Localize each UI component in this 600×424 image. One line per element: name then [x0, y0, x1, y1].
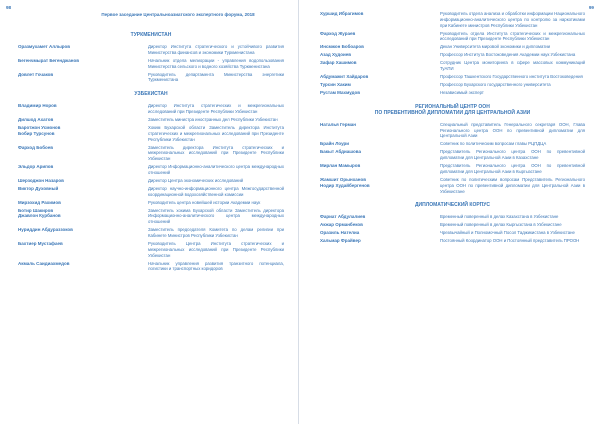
participant-names: [320, 149, 440, 155]
participant-names: [18, 164, 148, 170]
participant-entry: [320, 90, 585, 96]
participant-entry: [320, 11, 585, 28]
participant-entry: [320, 52, 585, 58]
participant-role: Руководитель центра новейшей истории Академии наук: [148, 199, 261, 205]
participant-role: Начальник управления развития транзитного потенциала, логистики и транспортных коридоров: [148, 260, 284, 272]
participant-names: [18, 145, 148, 151]
participant-entry: [320, 82, 585, 88]
participant-name: Жамшит Орынханов: [320, 177, 366, 182]
participant-name: Фарход Жураев: [320, 30, 356, 36]
participant-names: [18, 261, 148, 267]
participant-name: Бегенчмырат Бегенджанов: [18, 57, 79, 63]
participant-name: Фарход Бобоев: [18, 144, 54, 150]
participant-names: [320, 90, 440, 96]
participant-names: [320, 230, 440, 236]
participant-name: Баротжон Усмонов: [18, 124, 61, 130]
participant-name: Виктор Духовный: [18, 185, 59, 191]
section-heading: РЕГИОНАЛЬНЫЙ ЦЕНТР ООН ПО ПРЕВЕНТИВНОЙ ДИПЛОМАТИИ ДЛЯ ЦЕНТРАЛЬНОЙ АЗИИ: [374, 103, 531, 116]
participant-role: Начальник отдела мелиорации - управления водопользования Министерства сельского и водного хозяйства Туркменистана: [148, 57, 284, 69]
participant-role: Директор Информационно-аналитического центра международных отношений: [148, 164, 284, 175]
participant-entry: [320, 222, 585, 228]
participant-entry: [18, 103, 284, 115]
participant-names: [18, 241, 148, 247]
participant-names: [320, 52, 440, 58]
participant-name: Рустам Махмудов: [320, 90, 361, 96]
participant-names: [320, 60, 440, 66]
participant-entry: [320, 74, 585, 80]
participant-entry: [18, 72, 284, 84]
participant-name: Наталья Герман: [320, 121, 356, 127]
participant-name: Хальмар Фрайвер: [320, 238, 361, 244]
participant-role: Директор Института стратегического и устойчивого развития Министерства финансов и экономики Туркменистана: [148, 44, 284, 55]
participant-role: Руководитель Центра Института стратегических и межрегиональных исследований при Президенте Республики Узбекистан: [148, 240, 284, 258]
participant-names: [18, 186, 148, 192]
participant-names: [18, 103, 148, 109]
participant-name: Владимир Норов: [18, 103, 57, 109]
participant-entry: [320, 44, 585, 50]
participant-role: Декан Университета мировой экономики и дипломатии: [440, 44, 551, 50]
participant-entry: [18, 200, 284, 206]
participant-entry: [18, 117, 284, 123]
participant-name: Дилшод Ахатов: [18, 116, 54, 122]
participant-entry: [320, 238, 585, 244]
participant-names: [18, 58, 148, 64]
participant-name: Абдумажит Хайдаров: [320, 74, 369, 80]
participant-entry: [320, 230, 585, 236]
participant-name: Мирлан Мамыров: [320, 163, 361, 169]
participant-role: Директор научно-информационного центра Межгосударственной координационной водохозяйственной комиссии: [148, 185, 284, 197]
participant-role: Заместитель министра иностранных дел Республики Узбекистан: [148, 116, 278, 122]
participant-name: Джавлон Курбанов: [18, 213, 61, 219]
participant-name: Бобир Турсунов: [18, 130, 55, 136]
participant-name: Хуршид Ибрагимов: [320, 11, 364, 16]
participant-entry: [320, 31, 585, 43]
participant-entry: [320, 122, 585, 139]
participant-names: [320, 122, 440, 128]
participant-names: [18, 178, 148, 184]
participant-role: Постоянный Координатор ООН и Постоянный представитель ПРООН: [440, 238, 580, 244]
participant-name: Довлет Гочаков: [18, 71, 54, 77]
participant-entry: [320, 149, 585, 161]
participant-name: Ботир Шакиров: [18, 207, 54, 213]
participant-entry: [18, 227, 284, 239]
participant-names: [320, 222, 440, 228]
participant-name: Бакыт Абдиашова: [320, 149, 361, 155]
participant-entry: [18, 145, 284, 162]
page-number: 98: [6, 5, 12, 10]
participant-role: Представитель Регионального центра ООН по превентивной дипломатии для Центральной Азии в Кыргызстане: [440, 163, 585, 175]
participant-name: Нодир Худайбергенов: [320, 182, 370, 188]
participant-names: [18, 44, 148, 50]
participant-entry: [320, 177, 585, 194]
participant-name: Шерзоджон Назаров: [18, 177, 64, 183]
participant-role: Сотрудник Центра мониторинга в сфере массовых коммуникаций ТуАПИ: [440, 60, 585, 72]
participant-list: [18, 24, 284, 274]
participant-entry: [320, 214, 585, 220]
participant-names: [18, 117, 148, 123]
participant-role: Представитель Регионального центра ООН по превентивной дипломатии для Центральной Азии в Казахстане: [440, 149, 585, 161]
participant-role: Временный поверенный в делах Кыргызстана в Узбекистане: [440, 222, 562, 228]
participant-role: Профессор Ташкентского Государственного института Востоковедения: [440, 74, 583, 80]
participant-entry: [18, 208, 284, 225]
participant-role: Независимый эксперт: [440, 90, 484, 96]
participant-names: [320, 74, 440, 80]
participant-names: [320, 141, 440, 147]
participant-role: Временный поверенный в делах Казахстана в Узбекистане: [440, 214, 559, 220]
participant-name: Нуриддин Абдураззоков: [18, 227, 73, 233]
participant-names: [320, 31, 440, 37]
running-head: Первое заседание Центральноазиатского экспертного форума, 2018: [101, 12, 255, 17]
participant-name: Зафар Хашимов: [320, 60, 357, 66]
participant-entry: [18, 58, 284, 70]
participant-entry: [320, 141, 585, 147]
participant-name: Турсин Хаким: [320, 82, 351, 88]
participant-role: Директор Центра экономических исследований: [148, 177, 244, 183]
participant-names: [320, 44, 440, 50]
participant-entry: [18, 261, 284, 273]
participant-entry: [320, 60, 585, 72]
section-heading: ДИПЛОМАТИЧЕСКИЙ КОРПУС: [415, 202, 490, 209]
right-page: [300, 0, 600, 424]
participant-name: Эльдор Арипов: [18, 164, 54, 170]
participant-name: Брайн Лоури: [320, 141, 350, 147]
participant-name: Азад Худоиев: [320, 52, 352, 58]
participant-entry: [320, 163, 585, 175]
left-page: [0, 0, 299, 424]
participant-role: Руководитель отдела Института стратегических и межрегиональных исследований при Президенте Республики Узбекистан: [440, 30, 585, 42]
participant-name: Акжар Орманбеков: [320, 222, 363, 228]
participant-role: Заместитель председателя Комитета по делам религии при Кабинете Министров Республики Узбекистан: [148, 227, 284, 238]
participant-entry: [18, 178, 284, 184]
participant-names: [320, 177, 440, 189]
participant-entry: [18, 44, 284, 56]
participant-name: Акмаль Саидиахмедов: [18, 260, 70, 266]
participant-role: Советник по политическим вопросам Представитель Регионального центра ООН по превентивной дипломатии для Центральной Азии в Узбекистане: [440, 177, 585, 194]
participant-name: Бахтиер Мустафаев: [18, 240, 63, 246]
participant-names: [320, 238, 440, 244]
participant-role: Хоким Бухарской области Заместитель директора Института стратегических и межрегиональных исследований при Президенте Республики Узбекистан: [148, 124, 284, 142]
section-heading: УЗБЕКИСТАН: [134, 91, 168, 98]
section-heading: ТУРКМЕНИСТАН: [130, 32, 172, 38]
participant-names: [18, 200, 148, 206]
participant-name: Инсмжон Бобоаров: [320, 44, 364, 50]
participant-role: Заместитель директора Института стратегических и межрегиональных исследований при Президенте Республики Узбекистан: [148, 144, 284, 162]
participant-names: [18, 72, 148, 78]
participant-role: Чрезвычайный и Полномочный Посол Таджикистана в Узбекистане: [440, 230, 575, 236]
participant-names: [18, 208, 148, 220]
participant-name: Оразмухамет Аллыров: [18, 44, 71, 49]
participant-role: Руководитель отдела анализа и обработки информации Национального информационно-аналитического центра по контролю за наркотиками при Кабинете министров Республики Узбекистан: [440, 11, 585, 28]
participant-entry: [18, 125, 284, 142]
participant-names: [320, 214, 440, 220]
participant-role: Руководитель департамента Министерства энергетики Туркменистана: [148, 71, 284, 83]
participant-name: Фариат Абдулалиев: [320, 214, 366, 220]
participant-names: [18, 125, 148, 137]
participant-list: [320, 11, 585, 246]
participant-entry: [18, 186, 284, 198]
page-number: 99: [588, 5, 594, 10]
participant-role: Специальный представитель Генерального секретаря ООН, Глава Регионального центра ООН по превентивной дипломатии для Центральной Азии: [440, 121, 585, 139]
participant-role: Заместитель хокима Бухарской области Заместитель директора Информационно-аналитического центра международных отношений: [148, 207, 284, 225]
participant-names: [18, 227, 148, 233]
participant-role: Профессор Института Востоковедения Академии наук Узбекистана: [440, 52, 576, 58]
participant-names: [320, 11, 440, 17]
participant-name: Мирзохид Рахимов: [18, 199, 61, 205]
participant-names: [320, 82, 440, 88]
participant-entry: [18, 164, 284, 176]
participant-name: Оразиль Нателиа: [320, 230, 360, 236]
participant-names: [320, 163, 440, 169]
participant-entry: [18, 241, 284, 258]
participant-role: Советник по политическим вопросам главы РЦПДЦА: [440, 141, 547, 147]
participant-role: Профессор Бухарского государственного университета: [440, 82, 551, 88]
participant-role: Директор Института стратегических и межрегиональных исследований при Президенте Республики Узбекистан: [148, 103, 284, 114]
